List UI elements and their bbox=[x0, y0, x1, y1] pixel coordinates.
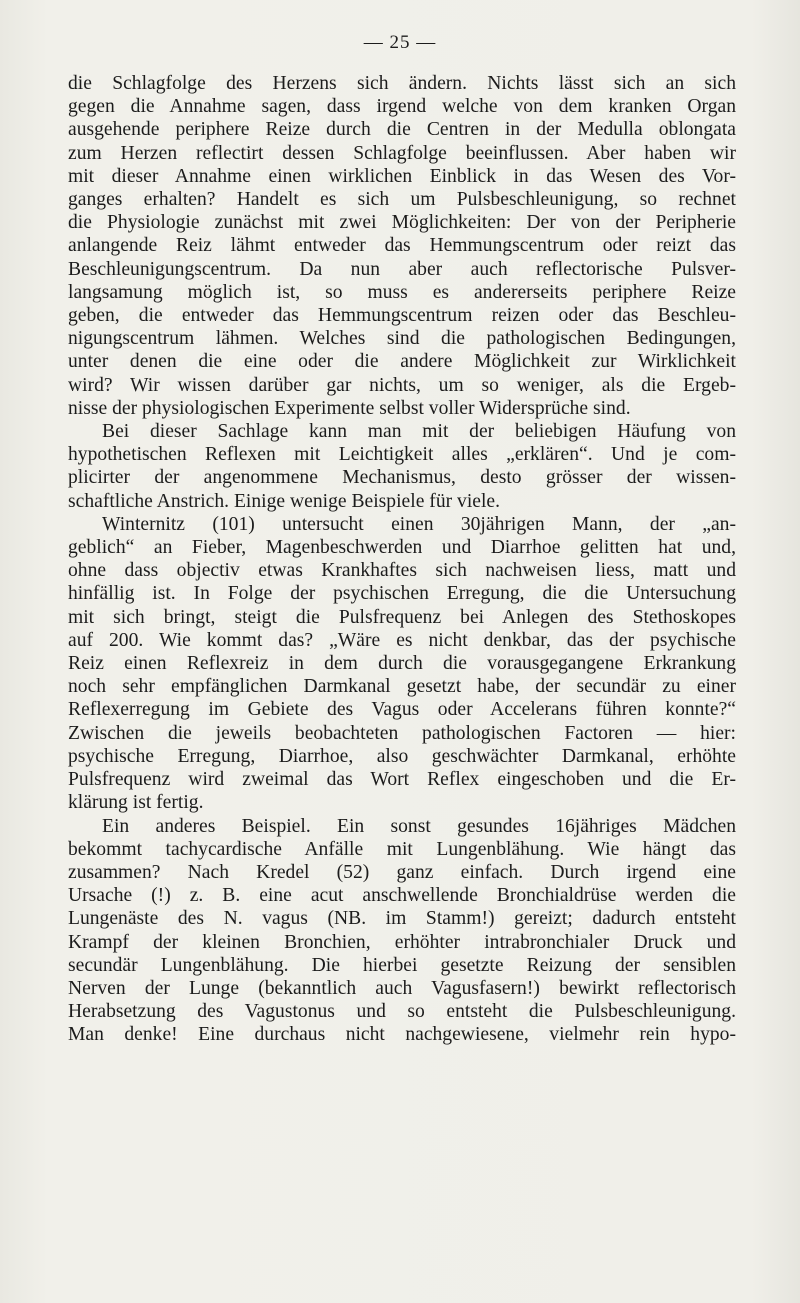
text-line: Nerven der Lunge (bekanntlich auch Vagusfasern!) bewirkt reflectorisch bbox=[68, 977, 736, 999]
text-line: unter denen die eine oder die andere Möglichkeit zur Wirklichkeit bbox=[68, 351, 736, 373]
text-line: bekommt tachycardische Anfälle mit Lungenblähung. Wie hängt das bbox=[68, 838, 736, 860]
text-line: Pulsfrequenz wird zweimal das Wort Reflex eingeschoben und die Er- bbox=[68, 769, 736, 791]
text-line: Man denke! Eine durchaus nicht nachgewiesene, vielmehr rein hypo- bbox=[68, 1024, 736, 1046]
text-line: plicirter der angenommene Mechanismus, desto grösser der wissen- bbox=[68, 467, 736, 489]
text-line: langsamung möglich ist, so muss es andererseits periphere Reize bbox=[68, 281, 736, 303]
text-line: geblich“ an Fieber, Magenbeschwerden und Diarrhoe gelitten hat und, bbox=[68, 537, 736, 559]
text-line: zum Herzen reflectirt dessen Schlagfolge beeinflussen. Aber haben wir bbox=[68, 142, 736, 164]
text-line: noch sehr empfänglichen Darmkanal gesetzt habe, der secundär zu einer bbox=[68, 676, 736, 698]
text-line: die Schlagfolge des Herzens sich ändern. Nichts lässt sich an sich bbox=[68, 73, 736, 94]
text-line: gegen die Annahme sagen, dass irgend welche von dem kranken Organ bbox=[68, 96, 736, 118]
body-text bbox=[68, 72, 736, 1047]
text-line: wird? Wir wissen darüber gar nichts, um so weniger, als die Ergeb- bbox=[68, 374, 736, 396]
text-line: anlangende Reiz lähmt entweder das Hemmungscentrum oder reizt das bbox=[68, 235, 736, 257]
text-line: Ein anderes Beispiel. Ein sonst gesundes 16jähriges Mädchen bbox=[102, 815, 736, 837]
text-line: Bei dieser Sachlage kann man mit der beliebigen Häufung von bbox=[102, 421, 736, 443]
text-line: schaftliche Anstrich. Einige wenige Beispiele für viele. bbox=[68, 490, 501, 512]
text-line: ohne dass objectiv etwas Krankhaftes sich nachweisen liess, matt und bbox=[68, 560, 736, 582]
text-line: nisse der physiologischen Experimente selbst voller Widersprüche sind. bbox=[68, 397, 631, 419]
text-line: ausgehende periphere Reize durch die Centren in der Medulla oblongata bbox=[68, 119, 736, 141]
text-line: psychische Erregung, Diarrhoe, also geschwächter Darmkanal, erhöhte bbox=[68, 745, 736, 767]
text-line: geben, die entweder das Hemmungscentrum reizen oder das Beschleu- bbox=[68, 305, 736, 327]
text-line: Winternitz (101) untersucht einen 30jährigen Mann, der „an- bbox=[102, 513, 736, 535]
text-line: klärung ist fertig. bbox=[68, 792, 204, 814]
text-line: auf 200. Wie kommt das? „Wäre es nicht denkbar, das der psychische bbox=[68, 629, 736, 651]
text-line: Reflexerregung im Gebiete des Vagus oder Accelerans führen konnte?“ bbox=[68, 699, 736, 721]
text-line: Reiz einen Reflexreiz in dem durch die vorausgegangene Erkrankung bbox=[68, 653, 736, 675]
text-line: secundär Lungenblähung. Die hierbei gesetzte Reizung der sensiblen bbox=[68, 954, 736, 976]
text-line: hypothetischen Reflexen mit Leichtigkeit alles „erklären“. Und je com- bbox=[68, 444, 736, 466]
text-line: mit sich bringt, steigt die Pulsfrequenz bei Anlegen des Stethoskopes bbox=[68, 606, 736, 628]
text-line: Krampf der kleinen Bronchien, erhöhter intrabronchialer Druck und bbox=[68, 931, 736, 953]
text-line: Lungenäste des N. vagus (NB. im Stamm!) gereizt; dadurch entsteht bbox=[68, 908, 736, 930]
text-line: nigungscentrum lähmen. Welches sind die pathologischen Bedingungen, bbox=[68, 328, 736, 350]
text-line: ganges erhalten? Handelt es sich um Pulsbeschleunigung, so rechnet bbox=[68, 189, 736, 211]
text-line: hinfällig ist. In Folge der psychischen Erregung, die die Untersuchung bbox=[68, 583, 736, 605]
page-number: — 25 — bbox=[363, 32, 437, 53]
text-line: zusammen? Nach Kredel (52) ganz einfach. Durch irgend eine bbox=[68, 861, 736, 883]
text-line: Ursache (!) z. B. eine acut anschwellende Bronchialdrüse werden die bbox=[68, 885, 736, 907]
text-line: die Physiologie zunächst mit zwei Möglichkeiten: Der von der Peripherie bbox=[68, 212, 736, 234]
text-line: Beschleunigungscentrum. Da nun aber auch reflectorische Pulsver- bbox=[68, 258, 736, 280]
text-line: mit dieser Annahme einen wirklichen Einblick in das Wesen des Vor- bbox=[68, 165, 736, 187]
text-line: Zwischen die jeweils beobachteten pathologischen Factoren — hier: bbox=[68, 722, 736, 744]
text-line: Herabsetzung des Vagustonus und so entsteht die Pulsbeschleunigung. bbox=[68, 1001, 736, 1023]
